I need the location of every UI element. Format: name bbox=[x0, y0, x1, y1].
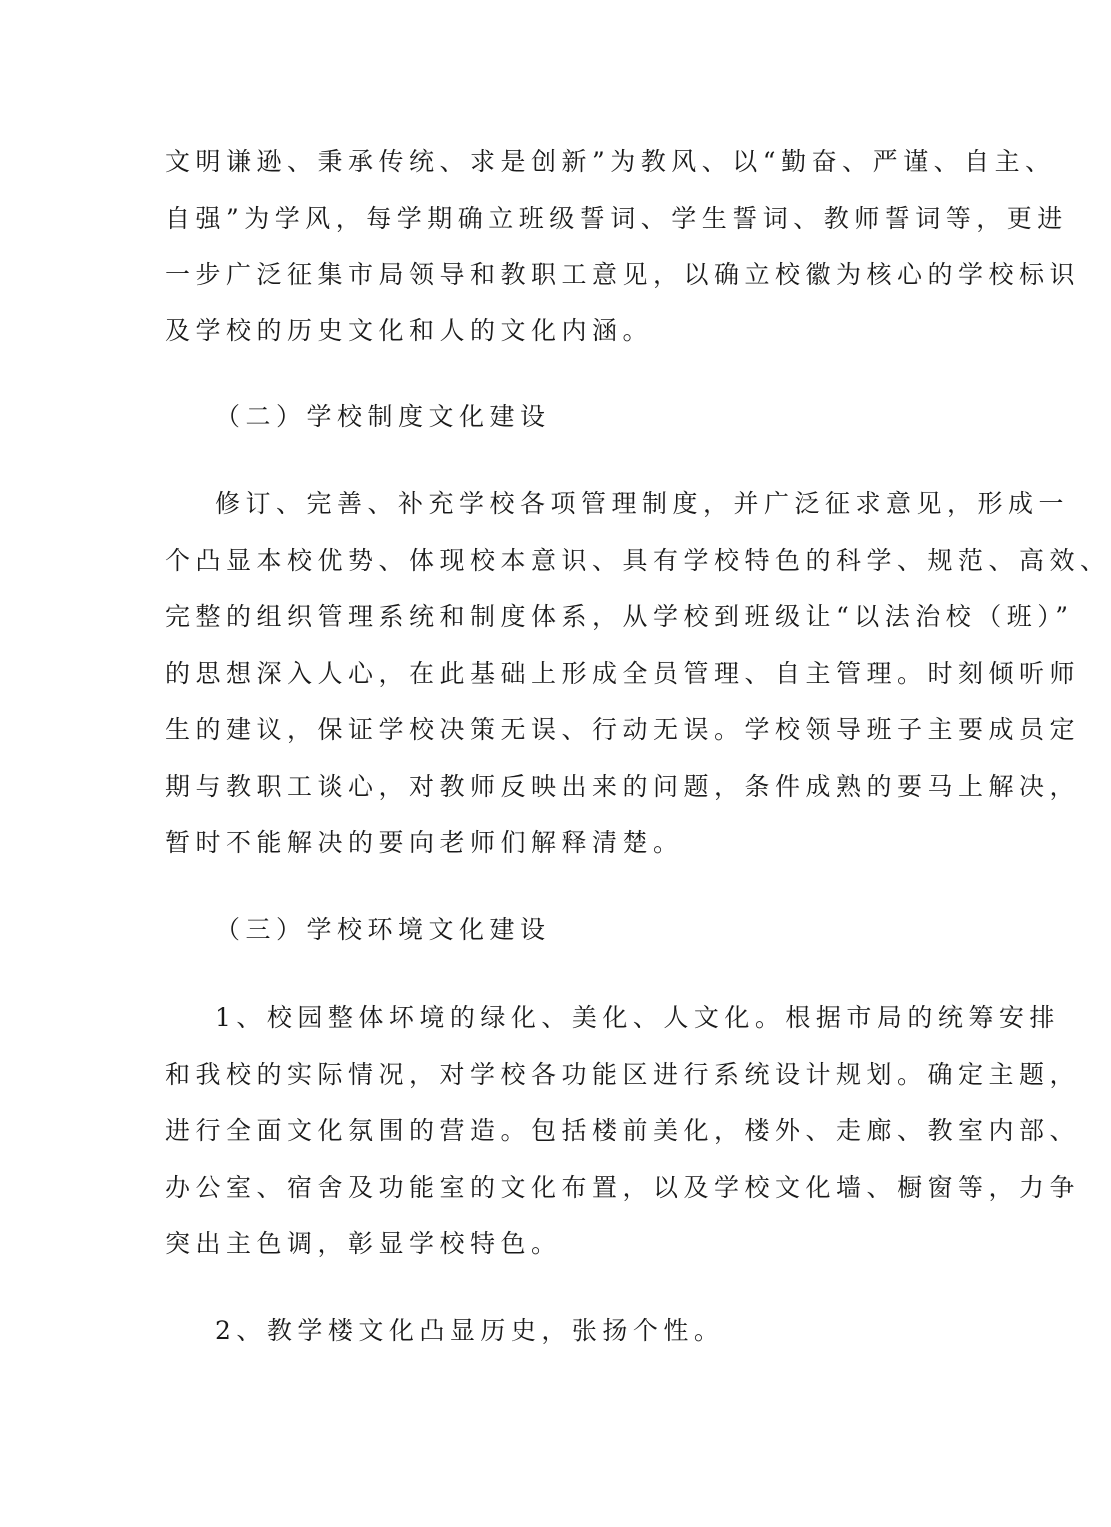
paragraph-line: 突出主色调，彰显学校特色。 bbox=[165, 1229, 562, 1258]
section-heading-3: （三）学校环境文化建设 bbox=[215, 915, 551, 944]
paragraph-line: 1、校园整体坏境的绿化、美化、人文化。根据市局的统筹安排 bbox=[215, 1003, 1060, 1032]
paragraph-line: 文明谦逊、秉承传统、求是创新”为教风、以“勤奋、严谨、自主、 bbox=[165, 147, 1056, 176]
paragraph-line: 个凸显本校优势、体现校本意识、具有学校特色的科学、规范、高效、 bbox=[165, 546, 1111, 575]
paragraph-line: 期与教职工谈心，对教师反映出来的问题，条件成熟的要马上解决， bbox=[165, 772, 1081, 801]
paragraph-line: 完整的组织管理系统和制度体系，从学校到班级让“以法治校（班）” bbox=[165, 602, 1074, 631]
paragraph-line: 生的建议，保证学校决策无误、行动无误。学校领导班子主要成员定 bbox=[165, 715, 1081, 744]
paragraph-line: 自强”为学风，每学期确立班级誓词、学生誓词、教师誓词等，更进 bbox=[165, 204, 1068, 233]
paragraph-line: 及学校的历史文化和人的文化内涵。 bbox=[165, 316, 654, 345]
paragraph-line: 修订、完善、补充学校各项管理制度，并广泛征求意见，形成一 bbox=[215, 489, 1070, 518]
paragraph-line: 办公室、宿舍及功能室的文化布置，以及学校文化墙、橱窗等，力争 bbox=[165, 1173, 1081, 1202]
paragraph-line: 一步广泛征集市局领导和教职工意见，以确立校徽为核心的学校标识 bbox=[165, 260, 1081, 289]
paragraph-line: 进行全面文化氛围的营造。包括楼前美化，楼外、走廊、教室内部、 bbox=[165, 1116, 1081, 1145]
paragraph-line: 暂时不能解决的要向老师们解释清楚。 bbox=[165, 828, 684, 857]
section-heading-2: （二）学校制度文化建设 bbox=[215, 402, 551, 431]
paragraph-line: 的思想深入人心，在此基础上形成全员管理、自主管理。时刻倾听师 bbox=[165, 659, 1081, 688]
paragraph-line: 2、教学楼文化凸显历史，张扬个性。 bbox=[215, 1316, 725, 1345]
paragraph-line: 和我校的实际情况，对学校各功能区进行系统设计规划。确定主题， bbox=[165, 1060, 1081, 1089]
